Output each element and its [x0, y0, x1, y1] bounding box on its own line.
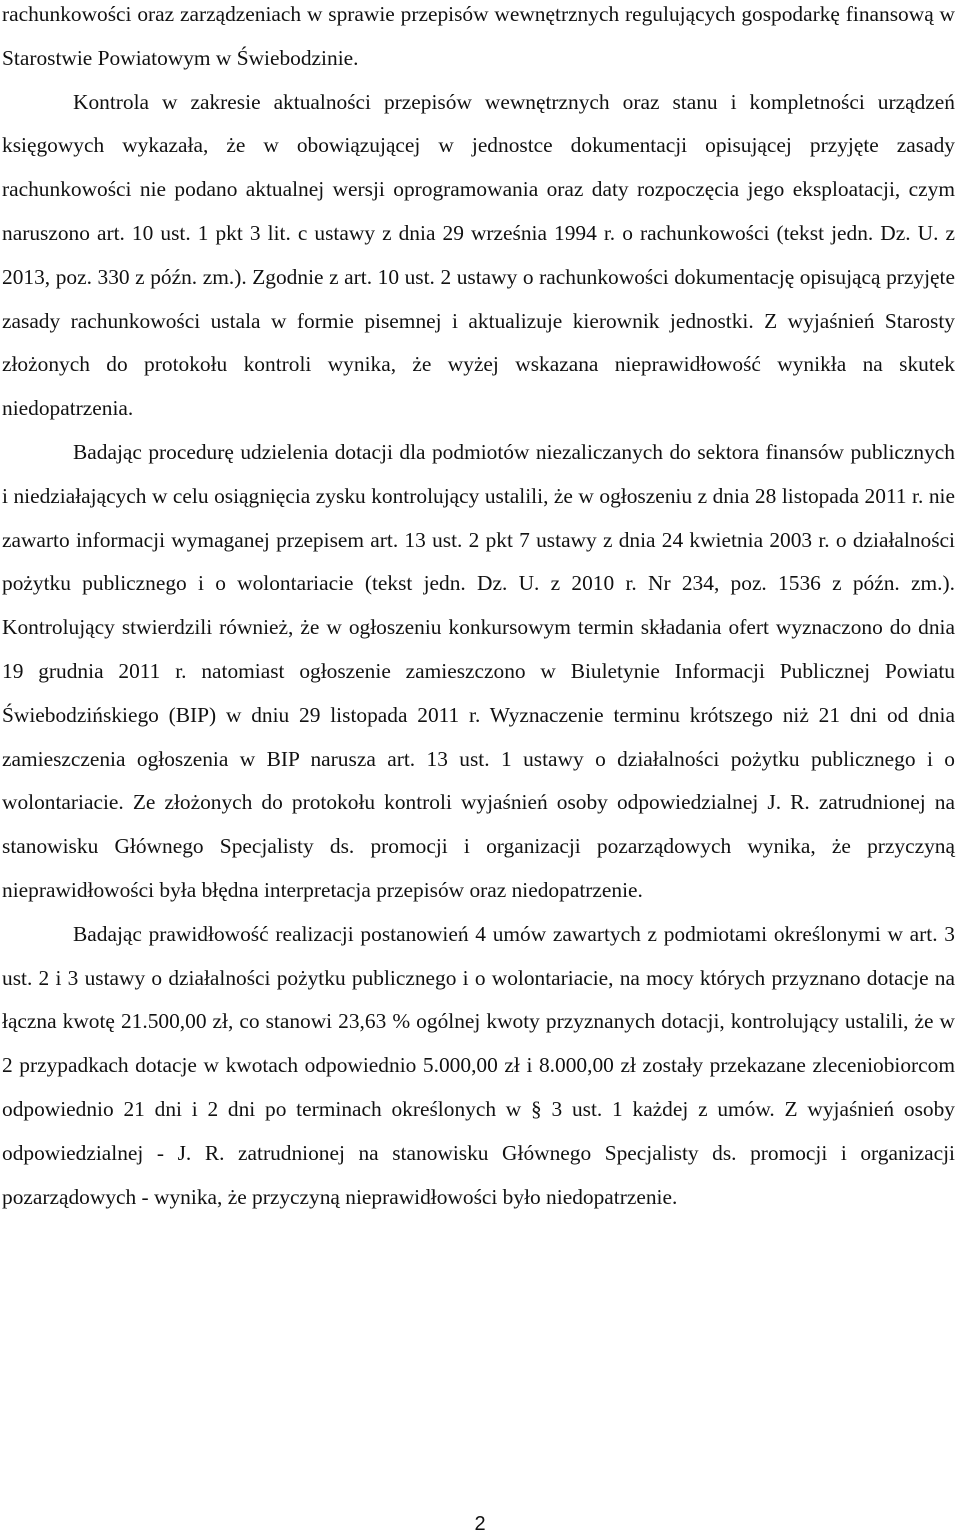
paragraph-3: Badając procedurę udzielenia dotacji dla podmiotów niezaliczanych do sektora finansów publicznych i niedziałających w celu osiągnięcia zysku kontrolujący ustalili, że w ogłoszeniu z dnia 28 listopada 2011 r. nie zawarto informacji wymaganej przepisem art. 13 ust. 2 pkt 7 ustawy z dnia 24 kwietnia 2003 r. o działalności pożytku publicznego i o wolontariacie (tekst jedn. Dz. U. z 2010 r. Nr 234, poz. 1536 z późn. zm.). Kontrolujący stwierdzili również, że w ogłoszeniu konkursowym termin składania ofert wyznaczono do dnia 19 grudnia 2011 r. natomiast ogłoszenie zamieszczono w Biuletynie Informacji Publicznej Powiatu Świebodzińskiego (BIP) w dniu 29 listopada 2011 r. Wyznaczenie terminu krótszego niż 21 dni od dnia zamieszczenia ogłoszenia w BIP narusza art. 13 ust. 1 ustawy o działalności pożytku publicznego i o wolontariacie. Ze złożonych do protokołu kontroli wyjaśnień osoby odpowiedzialnej J. R. zatrudnionej na stanowisku Głównego Specjalisty ds. promocji i organizacji pozarządowych wynika, że przyczyną nieprawidłowości była błędna interpretacja przepisów oraz niedopatrzenie. — [2, 439, 955, 902]
paragraph-4: Badając prawidłowość realizacji postanowień 4 umów zawartych z podmiotami określonymi w art. 3 ust. 2 i 3 ustawy o działalności pożytku publicznego i o wolontariacie, na mocy których przyznano dotacje na łączna kwotę 21.500,00 zł, co stanowi 23,63 % ogólnej kwoty przyznanych dotacji, kontrolujący ustalili, że w 2 przypadkach dotacje w kwotach odpowiednio 5.000,00 zł i 8.000,00 zł zostały przekazane zleceniobiorcom odpowiednio 21 dni i 2 dni po terminach określonych w § 3 ust. 1 każdej z umów. Z wyjaśnień osoby odpowiedzialnej - J. R. zatrudnionej na stanowisku Głównego Specjalisty ds. promocji i organizacji pozarządowych - wynika, że przyczyną nieprawidłowości było niedopatrzenie. — [2, 921, 955, 1209]
paragraph-2: Kontrola w zakresie aktualności przepisów wewnętrznych oraz stanu i kompletności urządzeń księgowych wykazała, że w obowiązującej w jednostce dokumentacji opisującej przyjęte zasady rachunkowości nie podano aktualnej wersji oprogramowania oraz daty rozpoczęcia jego eksploatacji, czym naruszono art. 10 ust. 1 pkt 3 lit. c ustawy z dnia 29 września 1994 r. o rachunkowości (tekst jedn. Dz. U. z 2013, poz. 330 z późn. zm.). Zgodnie z art. 10 ust. 2 ustawy o rachunkowości dokumentację opisującą przyjęte zasady rachunkowości ustala w formie pisemnej i aktualizuje kierownik jednostki. Z wyjaśnień Starosty złożonych do protokołu kontroli wynika, że wyżej wskazana nieprawidłowość wynikła na skutek niedopatrzenia. — [2, 89, 955, 421]
paragraph-1: rachunkowości oraz zarządzeniach w sprawie przepisów wewnętrznych regulujących gospodarkę finansową w Starostwie Powiatowym w Świebodzinie. — [2, 2, 955, 70]
page-number: 2 — [474, 1513, 486, 1535]
document-body — [2, 0, 955, 1219]
